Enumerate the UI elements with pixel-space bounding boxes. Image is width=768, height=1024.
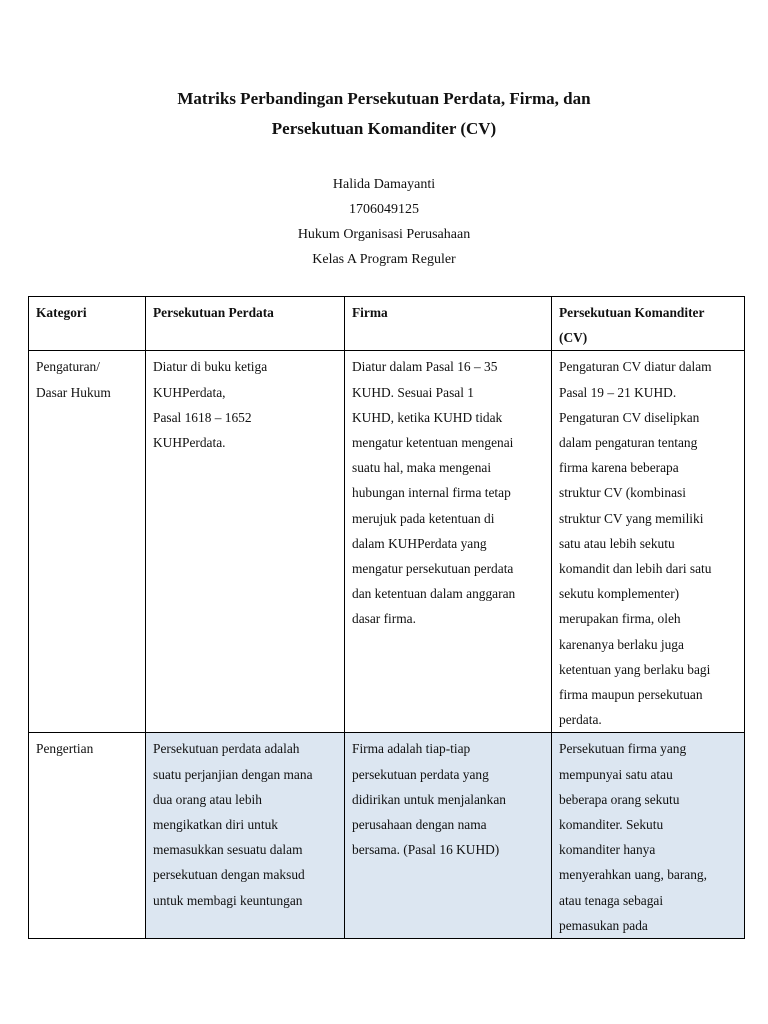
cell-line: Persekutuan perdata adalah bbox=[153, 741, 300, 757]
cell-line: komandit dan lebih dari satu bbox=[559, 561, 712, 577]
cell-line: persekutuan dengan maksud bbox=[153, 867, 305, 883]
header-persekutuan-komanditer bbox=[552, 297, 745, 351]
cell-line: Pasal 1618 – 1652 bbox=[153, 409, 252, 425]
cell-line: satu atau lebih sekutu bbox=[559, 535, 675, 551]
header-line: Kategori bbox=[36, 305, 87, 320]
cell-line: memasukkan sesuatu dalam bbox=[153, 842, 303, 858]
cell-firma bbox=[345, 351, 552, 733]
author-name: Halida Damayanti bbox=[332, 177, 436, 192]
cell-line: dalam KUHPerdata yang bbox=[352, 535, 487, 551]
cell-line: hubungan internal firma tetap bbox=[352, 485, 511, 501]
cell-line: firma karena beberapa bbox=[559, 460, 679, 476]
table-header-row bbox=[29, 297, 745, 351]
cell-kategori bbox=[29, 733, 146, 939]
header-line: (CV) bbox=[559, 330, 588, 346]
header-firma bbox=[345, 297, 552, 351]
cell-line: pemasukan pada bbox=[559, 917, 648, 933]
cell-line: mempunyai satu atau bbox=[559, 766, 673, 782]
cell-line: persekutuan perdata yang bbox=[352, 766, 489, 782]
cell-line: KUHPerdata. bbox=[153, 435, 226, 451]
cell-line: untuk membagi keuntungan bbox=[153, 892, 303, 908]
header-line: Persekutuan Perdata bbox=[153, 305, 274, 320]
cell-persekutuan-komanditer bbox=[552, 733, 745, 939]
cell-line: atau tenaga sebagai bbox=[559, 892, 664, 908]
cell-line: merupakan firma, oleh bbox=[559, 611, 681, 627]
student-id: 1706049125 bbox=[349, 202, 419, 217]
cell-line: Diatur dalam Pasal 16 – 35 bbox=[352, 359, 498, 375]
cell-line: karenanya berlaku juga bbox=[559, 636, 684, 652]
cell-line: KUHD, ketika KUHD tidak bbox=[352, 409, 503, 425]
cell-line: perdata. bbox=[559, 712, 602, 728]
cell-line: beberapa orang sekutu bbox=[559, 791, 680, 807]
document-title-line2: Persekutuan Komanditer (CV) bbox=[271, 119, 497, 138]
cell-line: dalam pengaturan tentang bbox=[559, 435, 698, 451]
cell-line: mengikatkan diri untuk bbox=[153, 817, 278, 833]
cell-line: Pengaturan CV diatur dalam bbox=[559, 359, 712, 375]
cell-line: Persekutuan firma yang bbox=[559, 741, 687, 757]
cell-line: Firma adalah tiap-tiap bbox=[352, 741, 471, 757]
author-block bbox=[0, 172, 768, 272]
cell-line: suatu perjanjian dengan mana bbox=[153, 766, 313, 782]
header-persekutuan-perdata bbox=[146, 297, 345, 351]
comparison-table bbox=[28, 296, 745, 939]
cell-line: sekutu komplementer) bbox=[559, 586, 680, 602]
class-name: Kelas A Program Reguler bbox=[312, 252, 456, 267]
cell-line: mengatur ketentuan mengenai bbox=[352, 435, 514, 451]
cell-line: komanditer hanya bbox=[559, 842, 656, 858]
cell-line: dua orang atau lebih bbox=[153, 791, 262, 807]
cell-line: Pasal 19 – 21 KUHD. bbox=[559, 384, 677, 400]
cell-line: merujuk pada ketentuan di bbox=[352, 510, 495, 526]
cell-line: firma maupun persekutuan bbox=[559, 687, 703, 703]
cell-line: mengatur persekutuan perdata bbox=[352, 561, 514, 577]
cell-persekutuan-perdata bbox=[146, 351, 345, 733]
cell-line: Pengaturan/ bbox=[36, 359, 100, 375]
cell-line: komanditer. Sekutu bbox=[559, 817, 664, 833]
cell-line: dasar firma. bbox=[352, 611, 416, 627]
header-line: Firma bbox=[352, 305, 388, 320]
cell-line: KUHPerdata, bbox=[153, 384, 226, 400]
cell-line: menyerahkan uang, barang, bbox=[559, 867, 707, 883]
header-line: Persekutuan Komanditer bbox=[559, 305, 705, 320]
table-row-pengaturan bbox=[29, 351, 745, 733]
document-title-line1: Matriks Perbandingan Persekutuan Perdata, Firma, dan bbox=[177, 89, 591, 108]
cell-line: Pengaturan CV diselipkan bbox=[559, 409, 700, 425]
cell-line: dan ketentuan dalam anggaran bbox=[352, 586, 516, 602]
cell-line: Pengertian bbox=[36, 741, 94, 757]
cell-line: bersama. (Pasal 16 KUHD) bbox=[352, 842, 500, 858]
cell-line: struktur CV yang memiliki bbox=[559, 510, 704, 526]
course-name: Hukum Organisasi Perusahaan bbox=[297, 227, 471, 242]
cell-line: Dasar Hukum bbox=[36, 384, 111, 400]
cell-line: suatu hal, maka mengenai bbox=[352, 460, 492, 476]
cell-persekutuan-perdata bbox=[146, 733, 345, 939]
cell-line: didirikan untuk menjalankan bbox=[352, 791, 506, 807]
cell-kategori bbox=[29, 351, 146, 733]
cell-line: Diatur di buku ketiga bbox=[153, 359, 268, 375]
cell-line: KUHD. Sesuai Pasal 1 bbox=[352, 384, 474, 400]
cell-line: perusahaan dengan nama bbox=[352, 817, 487, 833]
cell-line: ketentuan yang berlaku bagi bbox=[559, 661, 711, 677]
table-row-pengertian bbox=[29, 733, 745, 939]
header-kategori bbox=[29, 297, 146, 351]
cell-persekutuan-komanditer bbox=[552, 351, 745, 733]
cell-firma bbox=[345, 733, 552, 939]
cell-line: struktur CV (kombinasi bbox=[559, 485, 686, 501]
